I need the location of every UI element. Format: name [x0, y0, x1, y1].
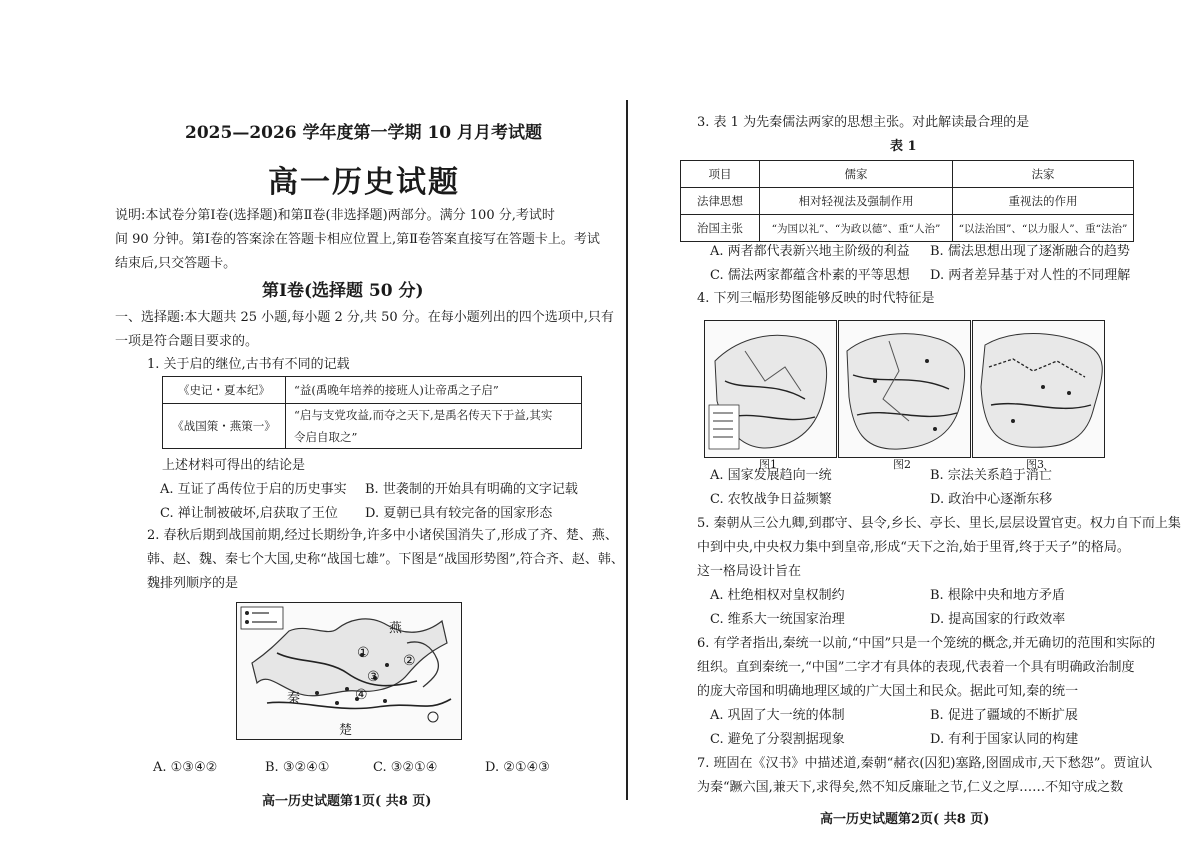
q1-option-d[interactable]: D. 夏朝已具有较完备的国家形态: [365, 506, 553, 521]
map-marker-2: ②: [403, 653, 416, 669]
q7-stem-line-2: 为秦“蹶六国,兼天下,求得矣,然不知反廉耻之节,仁义之厚……不知守成之数: [697, 780, 1124, 795]
q5-stem-line-1: 5. 秦朝从三公九卿,到郡守、县令,乡长、亭长、里长,层层设置官吏。权力自下而上集: [697, 516, 1181, 531]
figure-2-map: [838, 320, 971, 458]
q4-option-d[interactable]: D. 政治中心逐渐东移: [930, 492, 1053, 507]
q3-confucian-legalist-table: [680, 160, 1134, 242]
q7-stem-line-1: 7. 班固在《汉书》中描述道,秦朝“赭衣(囚犯)塞路,囹圄成市,天下愁怨”。贾谊认: [697, 756, 1153, 771]
q5-stem-line-3: 这一格局设计旨在: [697, 564, 802, 579]
map-label-qin: 秦: [287, 691, 301, 706]
table-cell: “为国以礼”、“为政以德”、重“人治”: [760, 215, 953, 242]
table-cell: 《战国策・燕策一》: [163, 404, 286, 449]
q3-table-caption: 表 1: [890, 139, 917, 154]
table-header-cell: 项目: [681, 161, 760, 188]
table-cell: 相对轻视法及强制作用: [760, 188, 953, 215]
table-row: [163, 377, 582, 404]
q1-source-table: [162, 376, 582, 449]
q5-option-a[interactable]: A. 杜绝相权对皇权制约: [710, 588, 845, 603]
q3-stem: 3. 表 1 为先秦儒法两家的思想主张。对此解读最合理的是: [697, 115, 1030, 130]
q1-option-c[interactable]: C. 禅让制被破坏,启获取了王位: [160, 506, 338, 521]
q5-option-c[interactable]: C. 维系大一统国家治理: [710, 612, 845, 627]
table-cell-line: 令启自取之”: [294, 430, 358, 444]
q2-stem-line-1: 2. 春秋后期到战国前期,经过长期纷争,许多中小诸侯国消失了,形成了齐、楚、燕、: [147, 528, 618, 543]
instructions-line-1: 说明:本试卷分第Ⅰ卷(选择题)和第Ⅱ卷(非选择题)两部分。满分 100 分,考试时: [115, 208, 555, 223]
q1-stem: 1. 关于启的继位,古书有不同的记载: [147, 357, 350, 372]
q6-option-c[interactable]: C. 避免了分裂割据现象: [710, 732, 845, 747]
table-row: [681, 215, 1134, 242]
q6-option-a[interactable]: A. 巩固了大一统的体制: [710, 708, 845, 723]
instructions-line-2: 间 90 分钟。第Ⅰ卷的答案涂在答题卡相应位置上,第Ⅱ卷答案直接写在答题卡上。考试: [115, 232, 600, 247]
q2-stem-line-3: 魏排列顺序的是: [147, 576, 239, 591]
q4-option-c[interactable]: C. 农牧战争日益频繁: [710, 492, 832, 507]
table-row: [681, 188, 1134, 215]
map-label-chu: 楚: [339, 723, 353, 738]
page1-footer: 高一历史试题第1页( 共8 页): [262, 794, 432, 809]
table-cell: 重视法的作用: [953, 188, 1134, 215]
table-row: [163, 404, 582, 449]
figure-2-label: 图2: [893, 458, 911, 471]
section-intro-line-1: 一、选择题:本大题共 25 小题,每小题 2 分,共 50 分。在每小题列出的四个选项中,只有: [115, 310, 614, 325]
q4-stem: 4. 下列三幅形势图能够反映的时代特征是: [697, 291, 935, 306]
table-cell: 治国主张: [681, 215, 760, 242]
page2-footer: 高一历史试题第2页( 共8 页): [820, 812, 990, 827]
map-marker-3: ③: [367, 669, 380, 685]
table-cell: [286, 404, 582, 449]
q1-option-a[interactable]: A. 互证了禹传位于启的历史事实: [160, 482, 347, 497]
q6-stem-line-3: 的庞大帝国和明确地理区域的广大国土和民众。据此可知,秦的统一: [697, 684, 1079, 699]
q1-lead: 上述材料可得出的结论是: [162, 458, 306, 473]
q2-stem-line-2: 韩、赵、魏、秦七个大国,史称“战国七雄”。下图是“战国形势图”,符合齐、赵、韩、: [147, 552, 624, 567]
table-cell: 法律思想: [681, 188, 760, 215]
q5-stem-line-2: 中到中央,中央权力集中到皇帝,形成“天下之治,始于里胥,终于天子”的格局。: [697, 540, 1130, 555]
q3-option-b[interactable]: B. 儒法思想出现了逐渐融合的趋势: [930, 244, 1130, 259]
figure-3-label: 图3: [1026, 458, 1044, 471]
table-cell: “益(禹晚年培养的接班人)让帝禹之子启”: [286, 377, 582, 404]
q2-option-a[interactable]: A. ①③④②: [153, 760, 218, 775]
q5-option-d[interactable]: D. 提高国家的行政效率: [930, 612, 1066, 627]
map-label-yan: 燕: [389, 621, 403, 636]
table-cell: “以法治国”、“以力服人”、重“法治”: [953, 215, 1134, 242]
exam-title: 2025—2026 学年度第一学期 10 月月考试题: [185, 123, 543, 143]
q2-option-d[interactable]: D. ②①④③: [485, 760, 550, 775]
q6-stem-line-2: 组织。直到秦统一,“中国”二字才有具体的表现,代表着一个具有明确政治制度: [697, 660, 1135, 675]
figure-1-map: [704, 320, 837, 458]
q3-option-c[interactable]: C. 儒法两家都蕴含朴素的平等思想: [710, 268, 910, 283]
table-header-cell: 儒家: [760, 161, 953, 188]
section-intro-line-2: 一项是符合题目要求的。: [115, 334, 259, 349]
q6-option-d[interactable]: D. 有利于国家认同的构建: [930, 732, 1079, 747]
q6-stem-line-1: 6. 有学者指出,秦统一以前,“中国”只是一个笼统的概念,并无确切的范围和实际的: [697, 636, 1156, 651]
warring-states-map: [236, 602, 462, 740]
q5-option-b[interactable]: B. 根除中央和地方矛盾: [930, 588, 1065, 603]
table-header-cell: 法家: [953, 161, 1134, 188]
subject-title: 高一历史试题: [268, 165, 460, 200]
map-marker-1: ①: [357, 645, 370, 661]
table-header-row: [681, 161, 1134, 188]
figure-1-label: 图1: [759, 458, 777, 471]
q1-option-b[interactable]: B. 世袭制的开始具有明确的文字记载: [365, 482, 578, 497]
figure-3-map: [972, 320, 1105, 458]
q2-option-b[interactable]: B. ③②④①: [265, 760, 330, 775]
section-title: 第Ⅰ卷(选择题 50 分): [262, 281, 424, 301]
q2-option-c[interactable]: C. ③②①④: [373, 760, 438, 775]
q3-option-d[interactable]: D. 两者差异基于对人性的不同理解: [930, 268, 1131, 283]
map-marker-4: ④: [355, 687, 368, 703]
table-cell: 《史记・夏本纪》: [163, 377, 286, 404]
table-cell-line: “启与支党攻益,而夺之天下,是禹名传天下于益,其实: [294, 408, 553, 422]
q6-option-b[interactable]: B. 促进了疆域的不断扩展: [930, 708, 1078, 723]
instructions-line-3: 结束后,只交答题卡。: [115, 256, 237, 271]
q4-option-b[interactable]: B. 宗法关系趋于消亡: [930, 468, 1052, 483]
q4-option-a[interactable]: A. 国家发展趋向一统: [710, 468, 832, 483]
page-divider: [626, 100, 628, 800]
q3-option-a[interactable]: A. 两者都代表新兴地主阶级的利益: [710, 244, 910, 259]
